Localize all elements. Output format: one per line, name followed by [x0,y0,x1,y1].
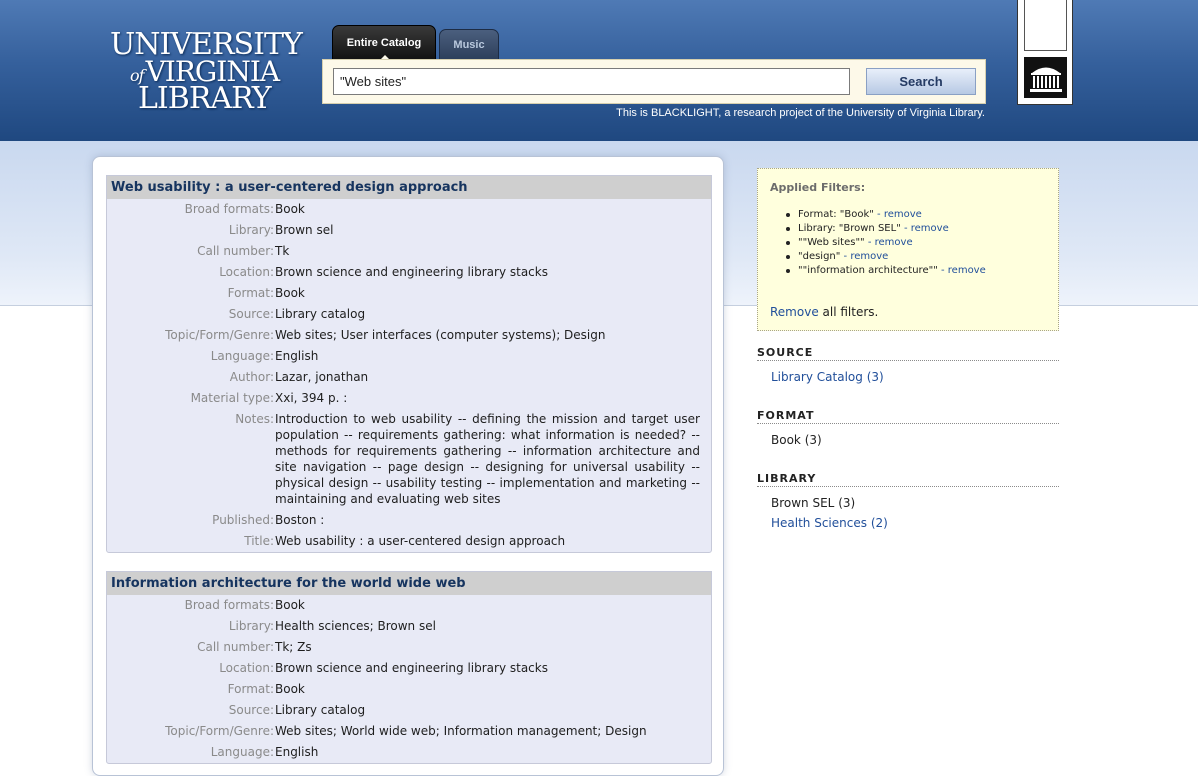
field-row [107,325,711,346]
applied-filter-item [786,208,986,222]
field-value: Tk [275,244,290,258]
field-row [107,304,711,325]
field-label: Published: [212,513,274,527]
field-value: English [275,745,319,759]
remove-filter-link[interactable]: remove [910,223,949,234]
applied-filter-item [786,222,986,236]
field-value: Book [275,682,305,696]
field-value: Book [275,202,305,216]
field-row [107,262,711,283]
facet-heading-source: SOURCE [757,346,1059,361]
logo-virginia: VIRGINIA [145,55,280,88]
applied-filters-box [757,168,1059,331]
tab-entire-catalog-label: Entire Catalog [346,37,422,49]
search-input[interactable] [333,68,850,95]
applied-filter-item [786,264,986,278]
applied-filter-text: Format: "Book" [798,209,874,220]
field-label: Broad formats: [184,202,274,216]
field-row [107,409,711,510]
remove-filter-link[interactable]: remove [874,237,913,248]
field-value: Xxi, 394 p. : [275,391,348,405]
field-value: Health sciences; Brown sel [275,619,436,633]
facet-item-count: (3) [866,370,884,384]
field-row [107,510,711,531]
search-button[interactable]: Search [866,68,976,95]
field-label: Format: [227,286,274,300]
field-row [107,283,711,304]
side-widget-blank [1024,0,1067,51]
applied-filter-text: ""Web sites"" [798,237,865,248]
applied-filter-text: ""information architecture"" [798,265,938,276]
field-value: Web usability : a user-centered design approach [275,534,566,548]
applied-filter-separator: - [873,209,884,220]
uva-library-logo[interactable] [110,27,302,116]
field-value: Library catalog [275,307,366,321]
field-value: Book [275,598,305,612]
field-value: Introduction to web usability -- defining the mission and target user population -- requirements gathering: what information is needed? -- methods for requirements gathering -- information architecture and site navigation -- page design -- designing for universal usability -- physical design -- usability testing -- implementation and marketing -- maintaining and evaluating web sites [275,412,700,506]
field-row [107,700,711,721]
field-row [107,367,711,388]
applied-filter-separator: - [864,237,875,248]
field-label: Location: [219,661,274,675]
remove-filter-link[interactable]: remove [947,265,986,276]
remove-all-text: all filters. [818,305,879,319]
remove-all-filters [770,305,878,319]
field-label: Language: [210,745,274,759]
field-value: Library catalog [275,703,366,717]
result-record [106,175,712,553]
side-widget [1017,0,1073,105]
applied-filter-separator: - [840,251,851,262]
tab-music[interactable] [439,29,499,61]
field-label: Format: [227,682,274,696]
applied-filter-text: Library: "Brown SEL" [798,223,901,234]
field-value: Brown science and engineering library stacks [275,265,548,279]
facet-item[interactable] [771,516,888,530]
field-label: Broad formats: [184,598,274,612]
facet-item-count: (3) [804,433,822,447]
facet-heading-format: FORMAT [757,409,1059,424]
facet-item-count: (3) [838,496,856,510]
field-row [107,199,711,220]
field-value: Brown science and engineering library stacks [275,661,548,675]
field-label: Topic/Form/Genre: [165,328,274,342]
field-label: Title: [244,534,274,548]
facet-item-count: (2) [870,516,888,530]
field-row [107,531,711,552]
field-value: Book [275,286,305,300]
field-row [107,241,711,262]
logo-line-library: LIBRARY [138,81,271,116]
rotunda-icon[interactable] [1024,57,1067,98]
field-value: Web sites; World wide web; Information management; Design [275,724,647,738]
tab-entire-catalog[interactable] [332,25,436,61]
applied-filter-separator: - [937,265,948,276]
field-label: Call number: [197,640,274,654]
field-label: Call number: [197,244,274,258]
facet-item [771,433,822,447]
field-row [107,721,711,742]
field-label: Notes: [235,412,274,426]
field-row [107,220,711,241]
remove-filter-link[interactable]: remove [850,251,889,262]
remove-filter-link[interactable]: remove [883,209,922,220]
logo-line-university: UNIVERSITY [110,27,302,62]
applied-filter-separator: - [900,223,911,234]
field-label: Library: [228,223,274,237]
result-title-link[interactable]: Web usability : a user-centered design approach [107,176,711,199]
applied-filter-item [786,250,986,264]
field-label: Library: [228,619,274,633]
field-row [107,637,711,658]
field-label: Location: [219,265,274,279]
field-value: Boston : [275,513,325,527]
tagline: This is BLACKLIGHT, a research project of the University of Virginia Library. [616,107,985,119]
result-title-link[interactable]: Information architecture for the world wide web [107,572,711,595]
field-row [107,595,711,616]
field-label: Material type: [190,391,274,405]
facet-heading-library: LIBRARY [757,472,1059,487]
result-fields [107,199,711,552]
remove-all-link[interactable]: Remove [770,305,819,319]
field-row [107,742,711,763]
result-fields [107,595,711,763]
results-panel [92,156,724,776]
applied-filter-text: "design" [798,251,841,262]
field-value: Lazar, jonathan [275,370,369,384]
field-value: Brown sel [275,223,334,237]
field-value: Tk; Zs [275,640,312,654]
facet-item-label: Book [771,433,801,447]
field-label: Topic/Form/Genre: [165,724,274,738]
applied-filters-heading: Applied Filters: [770,181,866,194]
field-row [107,346,711,367]
tab-music-label: Music [453,39,485,51]
field-label: Language: [210,349,274,363]
applied-filter-item [786,236,986,250]
field-row [107,679,711,700]
field-label: Source: [228,307,274,321]
field-label: Source: [228,703,274,717]
search-form [322,59,986,104]
logo-of: of [130,66,144,85]
field-label: Author: [229,370,274,384]
field-value: English [275,349,319,363]
applied-filters-list [786,208,986,278]
result-record [106,571,712,764]
facet-item-label[interactable]: Health Sciences [771,516,867,530]
facet-item-label: Brown SEL [771,496,835,510]
facet-item[interactable] [771,370,884,384]
site-header [0,0,1198,141]
facet-item-label[interactable]: Library Catalog [771,370,863,384]
field-value: Web sites; User interfaces (computer systems); Design [275,328,606,342]
field-row [107,658,711,679]
field-row [107,388,711,409]
field-row [107,616,711,637]
facet-item [771,496,855,510]
